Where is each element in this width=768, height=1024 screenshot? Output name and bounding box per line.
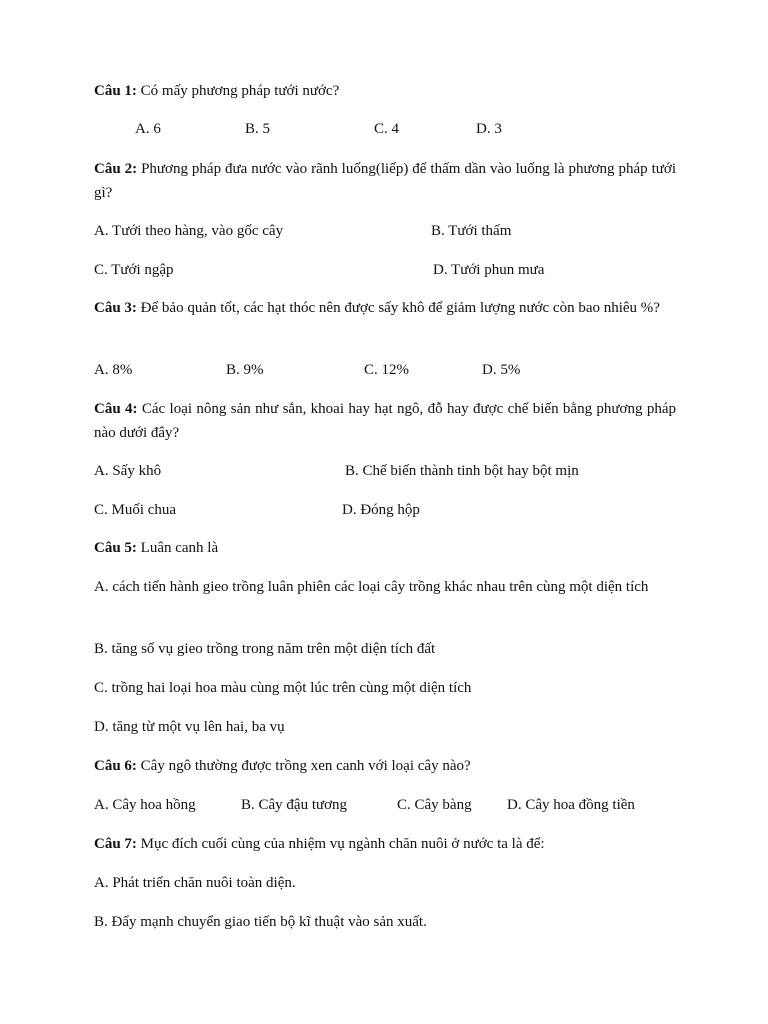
q2-option-a: A. Tưới theo hàng, vào gốc cây xyxy=(94,223,284,239)
q5-option-c: C. trồng hai loại hoa màu cùng một lúc trên cùng một diện tích xyxy=(94,680,472,696)
q3-option-a: A. 8% xyxy=(94,362,133,378)
q4-option-d: D. Đóng hộp xyxy=(342,502,420,518)
question-label: Câu 5: xyxy=(94,540,137,556)
q2-option-d: D. Tưới phun mưa xyxy=(433,262,545,278)
q2-option-c: C. Tưới ngập xyxy=(94,262,174,278)
question-label: Câu 7: xyxy=(94,836,137,852)
q2-option-b: B. Tưới thấm xyxy=(431,223,512,239)
q1-option-b: B. 5 xyxy=(245,121,271,137)
question-label: Câu 6: xyxy=(94,758,137,774)
question-4 xyxy=(94,397,676,445)
q1-option-c: C. 4 xyxy=(374,121,400,137)
q4-option-b: B. Chế biến thành tinh bột hay bột mịn xyxy=(345,463,579,479)
question-1 xyxy=(94,79,676,103)
q1-option-a: A. 6 xyxy=(135,121,161,137)
q4-option-c: C. Muối chua xyxy=(94,502,177,518)
question-text: Phương pháp đưa nước vào rãnh luống(liếp) để thấm dần vào luống là phương pháp tưới gì? xyxy=(94,161,676,201)
q3-option-c: C. 12% xyxy=(364,362,409,378)
q4-option-a: A. Sấy khô xyxy=(94,463,162,479)
question-text: Cây ngô thường được trồng xen canh với loại cây nào? xyxy=(136,758,471,774)
question-5 xyxy=(94,536,676,560)
q6-option-d: D. Cây hoa đồng tiền xyxy=(507,797,635,813)
question-label: Câu 3: xyxy=(94,300,137,316)
question-2 xyxy=(94,157,676,205)
question-text: Luân canh là xyxy=(136,540,219,556)
q7-option-a: A. Phát triển chăn nuôi toàn diện. xyxy=(94,875,296,891)
question-6 xyxy=(94,754,676,778)
q6-option-b: B. Cây đậu tương xyxy=(241,797,348,813)
question-text: Mục đích cuối cùng của nhiệm vụ ngành chăn nuôi ở nước ta là để: xyxy=(136,836,545,852)
q5-option-b: B. tăng số vụ gieo trồng trong năm trên một diện tích đất xyxy=(94,641,436,657)
q3-option-d: D. 5% xyxy=(482,362,521,378)
question-text: Có mấy phương pháp tưới nước? xyxy=(136,83,340,99)
question-3 xyxy=(94,296,676,320)
q1-option-d: D. 3 xyxy=(476,121,502,137)
q6-option-a: A. Cây hoa hồng xyxy=(94,797,196,813)
question-label: Câu 2: xyxy=(94,161,138,177)
q5-option-d: D. tăng từ một vụ lên hai, ba vụ xyxy=(94,719,285,735)
question-7 xyxy=(94,832,676,856)
q6-option-c: C. Cây bàng xyxy=(397,797,472,813)
question-text: Các loại nông sản như sắn, khoai hay hạt ngô, đỗ hay được chế biến bằng phương pháp nào dưới đây? xyxy=(94,401,677,441)
q5-option-a: A. cách tiến hành gieo trồng luân phiên các loại cây trồng khác nhau trên cùng một diện tích xyxy=(94,579,649,595)
question-label: Câu 1: xyxy=(94,83,137,99)
q7-option-b: B. Đẩy mạnh chuyển giao tiến bộ kĩ thuật vào sản xuất. xyxy=(94,914,427,930)
q3-option-b: B. 9% xyxy=(226,362,264,378)
question-text: Để bảo quản tốt, các hạt thóc nên được sấy khô để giảm lượng nước còn bao nhiêu %? xyxy=(136,300,660,316)
question-label: Câu 4: xyxy=(94,401,138,417)
